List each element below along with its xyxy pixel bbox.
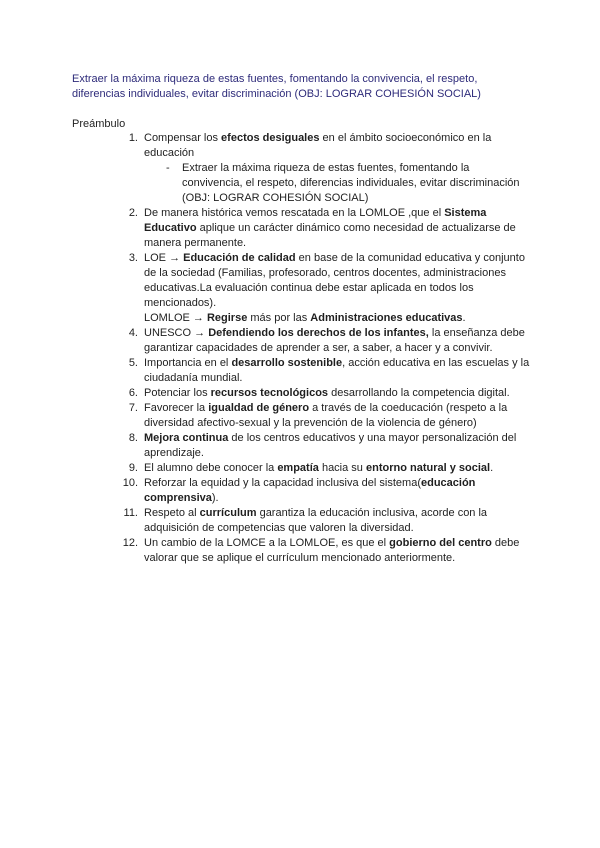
text-run: de los centros educativos y una mayor personalización del aprendizaje.: [144, 432, 517, 459]
text-run: la enseñanza debe garantizar capacidades de aprender a ser, a saber, a hacer y a convivir.: [144, 327, 525, 354]
list-item-text: [144, 431, 532, 461]
list-item-text: [144, 206, 532, 251]
bold-text: currículum: [199, 507, 257, 519]
bold-text: desarrollo sostenible: [231, 357, 343, 369]
list-item: [122, 386, 532, 401]
bold-text: empatía: [277, 462, 319, 474]
text-run: desarrollando la competencia digital.: [328, 387, 510, 399]
list-item-text: [144, 386, 532, 401]
text-run: garantiza la educación inclusiva, acorde con la adquisición de competencias que valoren la diversidad.: [144, 507, 488, 534]
text-run: UNESCO →: [144, 327, 209, 339]
text-run: aplique un carácter dinámico como necesidad de actualizarse de manera permanente.: [144, 222, 516, 249]
text-run: Favorecer la: [144, 402, 209, 414]
text-run: , acción educativa en las escuelas y la ciudadanía mundial.: [144, 357, 530, 384]
text-run: hacia su: [318, 462, 366, 474]
list-item-text: [144, 401, 532, 431]
text-run: a través de la coeducación (respeto a la diversidad afectivo-sexual y la prevención de la violencia de género): [144, 402, 508, 429]
sub-list-text: Extraer la máxima riqueza de estas fuentes, fomentando la convivencia, el respeto, diferencias individuales, evitar discriminación (OBJ: LOGRAR COHESIÓN SOCIAL): [182, 162, 520, 204]
sub-list-item: [166, 161, 532, 206]
list-number: 1.: [128, 132, 138, 144]
text-run: en base de la comunidad educativa y conjunto de la sociedad (Familias, profesorado, centros docentes, administraciones educativas.La evaluación continua debe estar aplicada en todos los mencionados).: [144, 252, 525, 309]
text-run: ).: [211, 492, 219, 504]
list-item-text: [144, 131, 532, 161]
text-run: Potenciar los: [144, 387, 211, 399]
list-item-text: [144, 326, 532, 356]
bold-text: Defendiendo los derechos de los infantes,: [208, 327, 429, 339]
bold-text: Mejora continua: [144, 432, 229, 444]
text-run: Reforzar la equidad y la capacidad inclusiva del sistema(: [144, 477, 421, 489]
list-item: [122, 251, 532, 326]
bold-text: efectos desiguales: [221, 132, 320, 144]
list-number: 3.: [128, 252, 138, 264]
bold-text: educación comprensiva: [144, 477, 476, 504]
list-number: 6.: [128, 387, 138, 399]
text-run: Respeto al: [144, 507, 200, 519]
list-item: [122, 401, 532, 431]
list-item: [122, 431, 532, 461]
section-title: Preámbulo: [72, 118, 126, 130]
list-item-text: [144, 506, 532, 536]
text-run: Importancia en el: [144, 357, 232, 369]
text-run: LOMLOE →: [144, 312, 207, 324]
text-run: .: [462, 312, 466, 324]
text-run: más por las: [247, 312, 311, 324]
text-run: LOE →: [144, 252, 184, 264]
list-number: 5.: [128, 357, 138, 369]
list-item: [122, 536, 532, 566]
bold-text: recursos tecnológicos: [210, 387, 329, 399]
text-run: Un cambio de la LOMCE a la LOMLOE, es que el: [144, 537, 390, 549]
list-item: [122, 506, 532, 536]
list-item: [122, 356, 532, 386]
list-number: 9.: [128, 462, 138, 474]
list-number: 4.: [128, 327, 138, 339]
dash-bullet: -: [166, 162, 170, 174]
text-run: De manera histórica vemos rescatada en la LOMLOE ,que el: [144, 207, 445, 219]
list-number: 12.: [122, 537, 138, 549]
list-number: 10.: [122, 477, 138, 489]
bold-text: igualdad de género: [208, 402, 310, 414]
list-item-text: [144, 536, 532, 566]
list-item: [122, 326, 532, 356]
numbered-list: [122, 131, 532, 566]
text-run: .: [490, 462, 494, 474]
sub-list: [144, 161, 532, 206]
list-number: 11.: [123, 507, 138, 519]
text-run: debe valorar que se aplique el currículum mencionado anteriormente.: [144, 537, 520, 564]
list-item: [122, 206, 532, 251]
bold-text: Administraciones educativas: [310, 312, 463, 324]
list-item-text: [144, 251, 532, 311]
list-number: 8.: [128, 432, 138, 444]
list-item: [122, 461, 532, 476]
text-run: El alumno debe conocer la: [144, 462, 278, 474]
bold-text: Sistema Educativo: [144, 207, 487, 234]
list-number: 7.: [128, 402, 138, 414]
list-item-text: [144, 476, 532, 506]
text-run: Compensar los: [144, 132, 222, 144]
bold-text: Regirse: [206, 312, 248, 324]
list-item-text: [144, 356, 532, 386]
list-item-text: [144, 461, 532, 476]
bold-text: gobierno del centro: [389, 537, 492, 549]
text-run: en el ámbito socioeconómico en la educación: [144, 132, 492, 159]
list-item: [122, 476, 532, 506]
bold-text: entorno natural y social: [365, 462, 491, 474]
list-number: 2.: [128, 207, 138, 219]
intro-paragraph: Extraer la máxima riqueza de estas fuentes, fomentando la convivencia, el respeto, diferencias individuales, evitar discriminación (OBJ: LOGRAR COHESIÓN SOCIAL): [72, 73, 481, 100]
list-item-extra-text: [144, 311, 532, 326]
list-item: [122, 131, 532, 206]
bold-text: Educación de calidad: [183, 252, 296, 264]
